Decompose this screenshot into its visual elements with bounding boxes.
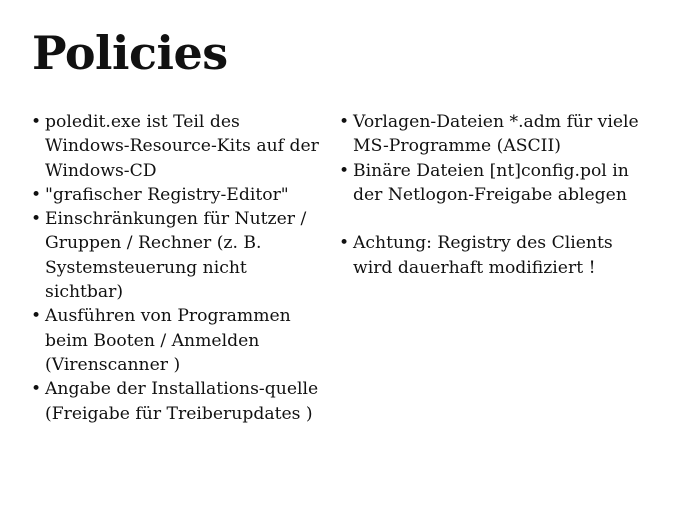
left-bullet-list [30,110,328,426]
bullet-item-poledit: • poledit.exe ist Teil des Windows-Resource-Kits auf der Windows-CD [30,110,328,183]
bullet-item-install-source: • Angabe der Installations-quelle (Freigabe für Treiberupdates ) [30,377,328,426]
bullet-item-boot-programs: • Ausführen von Programmen beim Booten / Anmelden (Virenscanner ) [30,304,328,377]
bullet-item-warning: • Achtung: Registry des Clients wird dauerhaft modifiziert ! [338,231,650,280]
bullet-item-restrictions: • Einschränkungen für Nutzer / Gruppen / Rechner (z. B. Systemsteuerung nicht sichtbar) [30,207,328,304]
slide-title: Policies [32,26,228,80]
bullet-item-adm-templates: • Vorlagen-Dateien *.adm für viele MS-Programme (ASCII) [338,110,650,159]
right-bullet-list [338,110,650,280]
bullet-item-registry-editor: • "grafischer Registry-Editor" [30,183,328,207]
bullet-item-config-pol: • Binäre Dateien [nt]config.pol in der Netlogon-Freigabe ablegen [338,159,650,208]
